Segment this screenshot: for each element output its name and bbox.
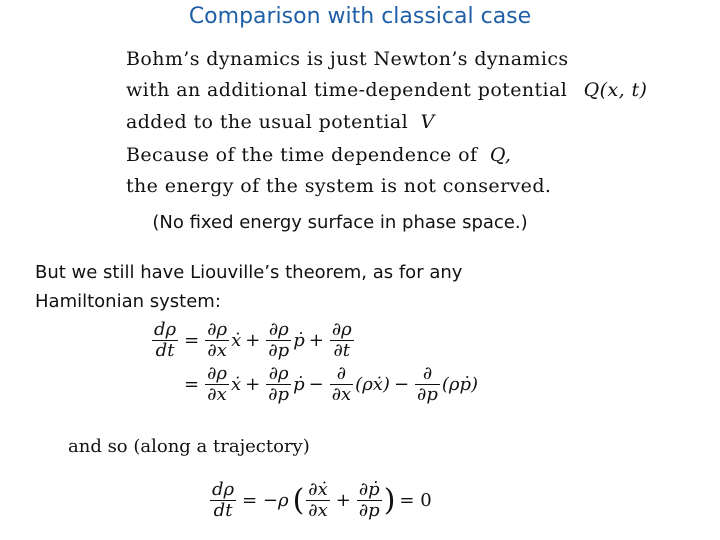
plus-sign: + [245, 373, 261, 395]
numerator: ∂ẋ [308, 478, 328, 500]
equation-row-3 [208, 478, 436, 522]
equation-row-1 [150, 318, 478, 362]
fraction-drho-dt [210, 480, 236, 521]
numerator: dρ [154, 318, 177, 340]
numerator: ∂ [415, 364, 440, 385]
xdot-symbol: ẋ [231, 329, 242, 351]
xdot-symbol: ẋ [230, 373, 242, 395]
denominator: ∂x [207, 383, 227, 405]
numerator: ∂ [330, 364, 353, 385]
text-line-3 [126, 111, 435, 133]
denominator: ∂x [331, 383, 352, 405]
numerator: ∂ρ [331, 318, 352, 340]
equals-zero: = 0 [399, 489, 432, 511]
fraction-prho-px [205, 364, 229, 405]
numerator: ∂ρ [207, 362, 227, 384]
conclusion-equation [208, 478, 436, 522]
fraction-drho-dt [152, 320, 178, 361]
plus-sign: + [245, 329, 261, 351]
text-line-3-words: added to the usual potential [126, 111, 409, 133]
text-line-4 [126, 144, 511, 166]
potential-Q-symbol: Q(x, t) [583, 79, 648, 101]
liouville-equation [150, 318, 478, 406]
fraction-prho-pp [266, 364, 291, 405]
denominator: dt [213, 499, 233, 521]
rho-pdot-term: (ρṗ) [441, 373, 479, 395]
plus-sign: + [335, 489, 351, 511]
numerator: dρ [212, 478, 235, 500]
pdot-symbol: ṗ [293, 329, 305, 351]
fraction-p-pp [415, 364, 440, 405]
denominator: ∂x [207, 339, 227, 361]
fraction-ppdot-pp [357, 480, 382, 521]
along-trajectory-text: and so (along a trajectory) [68, 436, 310, 457]
Q-symbol: Q, [489, 144, 512, 166]
numerator: ∂ρ [266, 320, 291, 341]
denominator: ∂p [268, 383, 290, 405]
denominator: ∂x [308, 499, 328, 521]
fraction-prho-px [205, 320, 229, 361]
denominator: ∂p [358, 499, 380, 521]
left-paren: ( [292, 482, 305, 518]
fraction-pxdot-px [306, 480, 329, 521]
text-line-2-words: with an additional time-dependent potential [126, 79, 568, 101]
text-line-2 [126, 79, 647, 101]
potential-V-symbol: V [420, 111, 435, 133]
plus-sign: + [308, 329, 324, 351]
minus-sign: − [393, 373, 410, 395]
right-paren: ) [383, 482, 396, 518]
numerator: ∂ρ [266, 364, 291, 385]
denominator: ∂t [333, 339, 351, 361]
rho-xdot-term: (ρẋ) [355, 373, 390, 395]
denominator: ∂p [268, 339, 290, 361]
equals-minus-rho: = −ρ [242, 489, 289, 511]
fraction-p-px [330, 364, 353, 405]
text-line-4-words: Because of the time dependence of [126, 144, 478, 166]
slide-title: Comparison with classical case [188, 4, 532, 29]
pdot-symbol: ṗ [293, 373, 305, 395]
minus-sign: − [308, 373, 324, 395]
equals-sign: = [184, 329, 200, 351]
equals-sign: = [184, 373, 200, 395]
phase-space-note: (No fixed energy surface in phase space.) [152, 212, 528, 233]
fraction-prho-pt [330, 320, 354, 361]
liouville-paragraph: But we still have Liouville’s theorem, as for any Hamiltonian system: [35, 262, 463, 312]
text-line-5: the energy of the system is not conserved. [126, 175, 552, 197]
fraction-prho-pp [266, 320, 291, 361]
text-line-1: Bohm’s dynamics is just Newton’s dynamics [126, 48, 569, 70]
denominator: dt [155, 339, 175, 361]
denominator: ∂p [417, 383, 438, 405]
numerator: ∂ṗ [358, 478, 380, 500]
equation-row-2 [150, 362, 478, 406]
numerator: ∂ρ [207, 318, 228, 340]
